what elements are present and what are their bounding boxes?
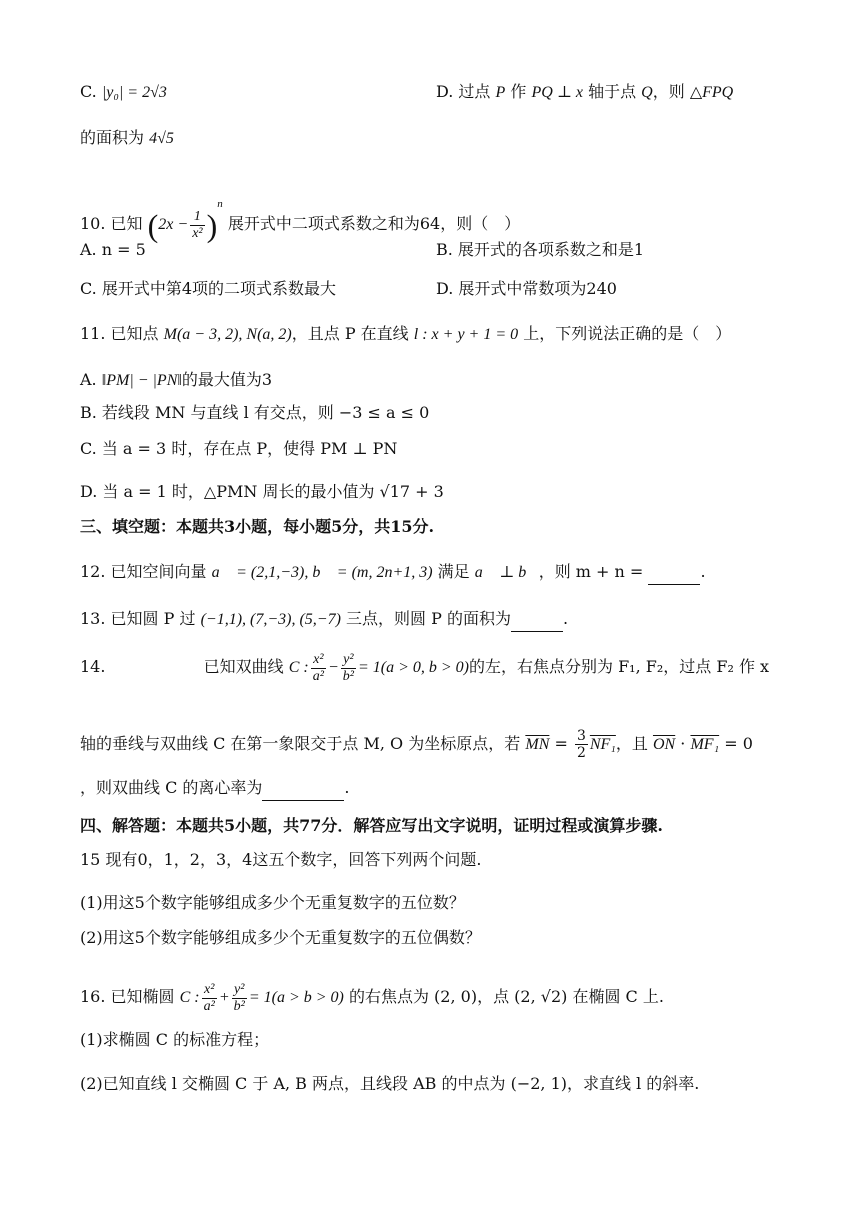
q11-stem [80,322,731,347]
denominator: 2 [576,745,586,761]
option-label: C. [80,82,102,101]
q14-stem-line1 [80,652,769,685]
punct: . [344,778,350,797]
q9-option-d [436,80,733,105]
q14-stem-line2 [80,728,753,761]
question-number: 12. 已知空间向量 [80,562,212,581]
math-expression: l : x + y + 1 = 0 [413,326,519,343]
expr-part: 2x − [158,216,189,233]
option-text: D. 过点 [436,82,496,101]
fraction [232,982,247,1015]
question-number: 16. 已知椭圆 [80,987,180,1007]
q14-stem-line3 [80,776,350,801]
exponent: n [217,198,223,210]
question-text: ，则 m + n = [538,562,649,581]
question-number: 10. 已知 [80,214,143,233]
math-var: P [495,84,506,101]
operator: · [675,734,691,753]
q9-option-d-continued [80,126,174,151]
math-expression: a⃗ ⊥ b⃗ [474,564,539,581]
numerator: y² [232,982,247,999]
q10-option-a: A. n = 5 [80,240,146,259]
vector: MF₁ [690,736,720,753]
answer-blank[interactable] [262,776,344,801]
binomial-expression: (2x − $\frac{1}{\text{x²}}$ )$^n$ [147,198,223,244]
vector: $\overline{MN}$ [525,736,550,753]
math-expression: 4√5 [149,130,174,147]
answer-blank[interactable] [648,560,700,585]
vector: NF₁ [589,736,616,753]
section-heading-fill-in: 三、填空题：本题共3小题，每小题5分，共15分. [80,517,435,536]
q16-stem [80,982,664,1015]
question-text: 已知双曲线 [203,657,289,677]
q15-stem: 15 现有0，1，2，3，4这五个数字，回答下列两个问题. [80,850,482,869]
q10-stem [80,192,520,242]
math-expression: (−1,1), (7,−3), (5,−7) [200,611,341,628]
q11-option-b: B. 若线段 MN 与直线 l 有交点，则 −3 ≤ a ≤ 0 [80,403,430,422]
denominator: x² [192,225,203,241]
q9-option-c [80,80,167,105]
q16-part1: (1)求椭圆 C 的标准方程； [80,1030,270,1049]
question-text: 上，下列说法正确的是（ ） [518,324,732,343]
math-expression: a⃗ = (2,1,−3), b⃗ = (m, 2n+1, 3) [211,564,433,581]
numerator: x² [202,982,217,999]
question-number: 14. [80,657,106,677]
math-expression: = 1(a > b > 0) [248,989,344,1007]
option-label: A. [80,370,102,389]
denominator: b² [233,999,245,1014]
numerator: 1 [190,209,204,226]
vector: $\overline{ON}$ [652,736,676,753]
ellipse-equation [179,982,344,1014]
q11-option-d: D. 当 a = 1 时，△PMN 周长的最小值为 √17 + 3 [80,482,444,501]
question-text: 的右焦点为 (2, 0)，点 (2, √2) 在椭圆 C 上. [343,987,664,1007]
math-expression: = 1(a > 0, b > 0) [357,659,469,677]
math-expression: ‖PM| − |PN‖ [101,372,182,389]
question-text: ，且 [615,734,653,753]
fraction [341,652,356,685]
denominator: a² [203,999,215,1014]
q10-option-d: D. 展开式中常数项为240 [436,279,617,298]
question-text: 满足 [432,562,475,581]
question-text: ，则双曲线 C 的离心率为 [80,778,263,797]
operator: = [549,734,573,753]
option-text: 轴于点 [582,82,642,101]
question-number: 13. 已知圆 P 过 [80,609,201,628]
curve-label: C : [288,659,309,677]
denominator: a² [312,669,324,684]
question-text: 轴的垂线与双曲线 C 在第一象限交于点 M, O 为坐标原点，若 [80,734,526,753]
math-expression: |y₀| = 2√3 [101,84,167,101]
q16-part2: (2)已知直线 l 交椭圆 C 于 A, B 两点，且线段 AB 的中点为 (−2, 1)，求直线 l 的斜率. [80,1074,700,1093]
q13-stem [80,607,568,632]
math-expression: = 0 [719,734,753,753]
section-heading-solutions: 四、解答题：本题共5小题，共77分．解答应写出文字说明，证明过程或演算步骤. [80,816,663,835]
q15-part1: (1)用这5个数字能够组成多少个无重复数字的五位数？ [80,893,465,912]
q15-part2: (2)用这5个数字能够组成多少个无重复数字的五位偶数？ [80,928,481,947]
denominator: b² [342,669,354,684]
operator: − [327,659,339,677]
curve-label: C : [179,989,200,1007]
q10-option-c: C. 展开式中第4项的二项式系数最大 [80,279,337,298]
q11-option-a [80,368,272,393]
fraction [202,982,217,1015]
question-number: 11. 已知点 [80,324,164,343]
punct: . [700,562,706,581]
math-expression: M(a − 3, 2), N(a, 2) [163,326,292,343]
question-text: 三点，则圆 P 的面积为 [340,609,511,628]
operator: + [218,989,230,1007]
math-expression: △FPQ [689,84,734,101]
q12-stem [80,560,706,585]
question-text: ，且点 P 在直线 [291,324,414,343]
punct: . [562,609,569,628]
question-text: 展开式中二项式系数之和为64，则（ ） [227,214,521,233]
option-text: ，则 [652,82,690,101]
fraction [311,652,326,685]
answer-blank[interactable] [511,607,563,632]
numerator: y² [341,652,356,669]
numerator: x² [311,652,326,669]
option-text: 的面积为 [80,128,150,147]
q10-option-b: B. 展开式的各项系数之和是1 [436,240,645,259]
fraction [190,209,204,242]
numerator: 3 [576,728,586,744]
math-expression: PQ ⊥ x [531,84,583,101]
question-text: 的左，右焦点分别为 F₁, F₂，过点 F₂ 作 x [468,657,770,677]
q11-option-c: C. 当 a = 3 时，存在点 P，使得 PM ⊥ PN [80,439,398,458]
fraction [575,728,588,761]
hyperbola-equation [288,652,469,684]
option-text: 作 [505,82,532,101]
math-var: Q [641,84,653,101]
option-text: 的最大值为3 [181,370,273,389]
